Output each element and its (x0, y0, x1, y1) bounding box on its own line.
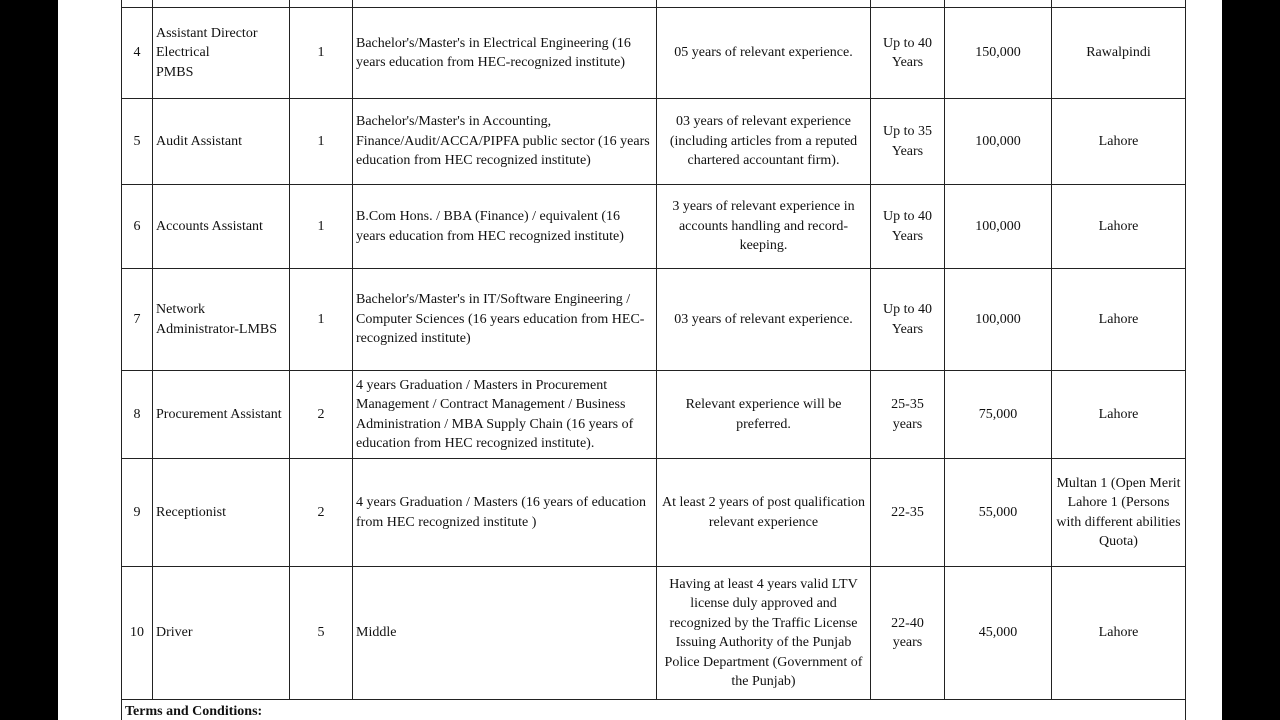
table-row (122, 185, 1186, 269)
position-title: Procurement Assistant (153, 371, 290, 459)
row-number: 8 (122, 371, 153, 459)
post-count: 1 (290, 99, 353, 185)
location: Lahore (1052, 567, 1186, 700)
post-count: 5 (290, 567, 353, 700)
age-limit: 22-40 years (871, 567, 945, 700)
row-number (122, 0, 153, 8)
row-number: 5 (122, 99, 153, 185)
table-row (122, 8, 1186, 99)
salary: 100,000 (945, 269, 1052, 371)
table-row (122, 269, 1186, 371)
salary (945, 0, 1052, 8)
experience: At least 2 years of post qualification relevant experience (657, 459, 871, 567)
table-row (122, 99, 1186, 185)
post-count: 1 (290, 8, 353, 99)
salary: 150,000 (945, 8, 1052, 99)
age-limit: Up to 40 Years (871, 269, 945, 371)
age-limit: Up to 40 Years (871, 185, 945, 269)
terms-heading: Terms and Conditions: (122, 700, 1186, 720)
qualification: 4 years Graduation / Masters in Procurement Management / Contract Management / Business Administration / MBA Supply Chain (16 years of education from HEC recognized institute). (353, 371, 657, 459)
experience (657, 0, 871, 8)
qualification: Bachelor's/Master's in Electrical Engineering (16 years education from HEC-recognized institute) (353, 8, 657, 99)
location: Lahore (1052, 371, 1186, 459)
row-number: 9 (122, 459, 153, 567)
position-title: Audit Assistant (153, 99, 290, 185)
qualification: Bachelor's/Master's in Accounting, Finance/Audit/ACCA/PIPFA public sector (16 years education from HEC recognized institute) (353, 99, 657, 185)
age-limit: Up to 40 Years (871, 8, 945, 99)
qualification: Bachelor's/Master's in IT/Software Engineering / Computer Sciences (16 years education from HEC-recognized institute) (353, 269, 657, 371)
location (1052, 0, 1186, 8)
position-title: Receptionist (153, 459, 290, 567)
table-row (122, 371, 1186, 459)
row-number: 6 (122, 185, 153, 269)
qualification (353, 0, 657, 8)
qualification: Middle (353, 567, 657, 700)
age-limit (871, 0, 945, 8)
experience: 03 years of relevant experience. (657, 269, 871, 371)
experience: Relevant experience will be preferred. (657, 371, 871, 459)
jobs-table (121, 0, 1186, 720)
table-row (122, 567, 1186, 700)
experience: 05 years of relevant experience. (657, 8, 871, 99)
location: Rawalpindi (1052, 8, 1186, 99)
post-count: 1 (290, 185, 353, 269)
row-number: 10 (122, 567, 153, 700)
terms-row (122, 700, 1186, 720)
age-limit: 22-35 (871, 459, 945, 567)
age-limit: 25-35 years (871, 371, 945, 459)
post-count: 2 (290, 371, 353, 459)
salary: 75,000 (945, 371, 1052, 459)
position-title: Network Administrator-LMBS (153, 269, 290, 371)
position-title (153, 0, 290, 8)
location: Lahore (1052, 99, 1186, 185)
location: Lahore (1052, 185, 1186, 269)
experience: 3 years of relevant experience in accounts handling and record-keeping. (657, 185, 871, 269)
salary: 100,000 (945, 99, 1052, 185)
salary: 55,000 (945, 459, 1052, 567)
document-page (58, 0, 1222, 720)
qualification: B.Com Hons. / BBA (Finance) / equivalent (16 years education from HEC recognized institute) (353, 185, 657, 269)
location: Lahore (1052, 269, 1186, 371)
position-title: Accounts Assistant (153, 185, 290, 269)
location: Multan 1 (Open Merit Lahore 1 (Persons with different abilities Quota) (1052, 459, 1186, 567)
table-row (122, 0, 1186, 8)
salary: 45,000 (945, 567, 1052, 700)
age-limit: Up to 35 Years (871, 99, 945, 185)
row-number: 4 (122, 8, 153, 99)
post-count: 2 (290, 459, 353, 567)
experience: Having at least 4 years valid LTV license duly approved and recognized by the Traffic License Issuing Authority of the Punjab Police Department (Government of the Punjab) (657, 567, 871, 700)
post-count: 1 (290, 269, 353, 371)
row-number: 7 (122, 269, 153, 371)
qualification: 4 years Graduation / Masters (16 years of education from HEC recognized institute ) (353, 459, 657, 567)
experience: 03 years of relevant experience (including articles from a reputed chartered accountant firm). (657, 99, 871, 185)
position-title: Assistant Director Electrical PMBS (153, 8, 290, 99)
post-count (290, 0, 353, 8)
table-row (122, 459, 1186, 567)
position-title: Driver (153, 567, 290, 700)
salary: 100,000 (945, 185, 1052, 269)
